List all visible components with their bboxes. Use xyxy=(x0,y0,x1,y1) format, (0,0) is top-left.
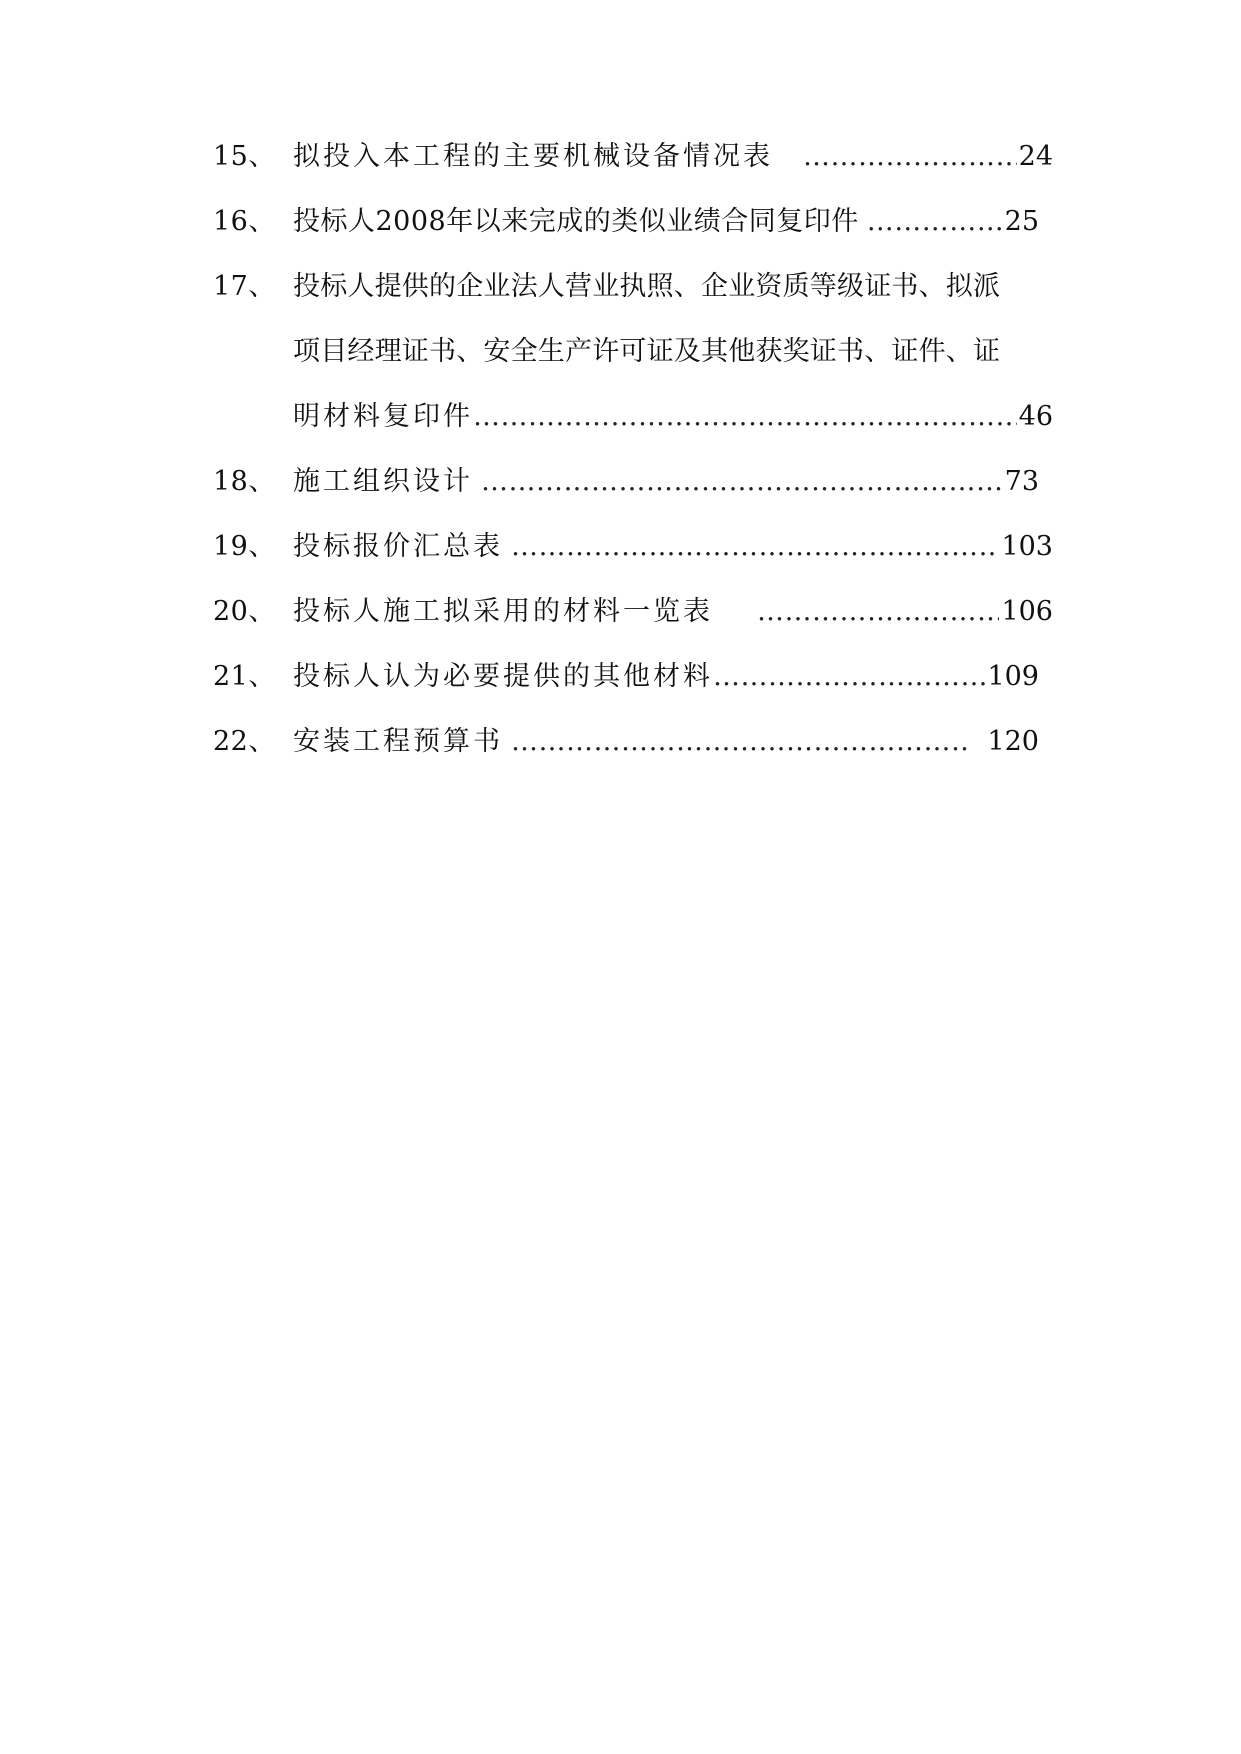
toc-entry-number: 17、 xyxy=(213,271,276,302)
toc-entry-16[interactable] xyxy=(213,189,1053,254)
toc-dot-leader xyxy=(473,384,1017,449)
toc-dot-leader xyxy=(867,189,1003,254)
toc-entry-number: 18、 xyxy=(213,466,276,497)
toc-entry-title-line-2: 项目经理证书、安全生产许可证及其他获奖证书、证件、证 xyxy=(293,336,1001,367)
toc-dot-leader xyxy=(511,709,971,774)
toc-entry-number: 21、 xyxy=(213,661,276,692)
toc-entry-title: 安装工程预算书 xyxy=(293,726,503,757)
toc-entry-title-line-1: 投标人提供的企业法人营业执照、企业资质等级证书、拟派 xyxy=(293,271,1001,302)
toc-entry-title-line-3: 明材料复印件 xyxy=(293,401,473,432)
toc-entry-17[interactable] xyxy=(213,254,1053,449)
toc-entry-title: 投标人2008年以来完成的类似业绩合同复印件 xyxy=(293,206,859,237)
toc-entry-page-number: 106 xyxy=(1001,596,1053,627)
toc-entry-19[interactable] xyxy=(213,514,1053,579)
toc-entry-number: 22、 xyxy=(213,726,276,757)
table-of-contents xyxy=(213,124,1053,774)
toc-entry-15[interactable] xyxy=(213,124,1053,189)
toc-entry-20[interactable] xyxy=(213,579,1053,644)
toc-entry-page-number: 24 xyxy=(1018,141,1053,172)
toc-entry-page-number: 25 xyxy=(1004,206,1039,237)
toc-dot-leader xyxy=(481,449,1003,514)
toc-entry-number: 16、 xyxy=(213,206,276,237)
toc-entry-page-number: 120 xyxy=(987,726,1039,757)
toc-dot-leader xyxy=(511,514,999,579)
toc-entry-22[interactable] xyxy=(213,709,1053,774)
toc-entry-title: 投标人认为必要提供的其他材料 xyxy=(293,661,713,692)
toc-entry-title: 拟投入本工程的主要机械设备情况表 xyxy=(293,141,773,172)
toc-dot-leader xyxy=(713,644,985,709)
toc-entry-number: 15、 xyxy=(213,141,276,172)
toc-entry-number: 19、 xyxy=(213,531,276,562)
toc-entry-page-number: 73 xyxy=(1004,466,1039,497)
toc-entry-number: 20、 xyxy=(213,596,276,627)
toc-entry-title: 投标人施工拟采用的材料一览表 xyxy=(293,596,713,627)
toc-entry-18[interactable] xyxy=(213,449,1053,514)
toc-dot-leader xyxy=(757,579,999,644)
toc-entry-page-number: 103 xyxy=(1001,531,1053,562)
toc-entry-page-number: 46 xyxy=(1018,401,1053,432)
toc-dot-leader xyxy=(803,124,1017,189)
toc-entry-page-number: 109 xyxy=(987,661,1039,692)
toc-entry-title: 投标报价汇总表 xyxy=(293,531,503,562)
toc-entry-title: 施工组织设计 xyxy=(293,466,473,497)
toc-entry-21[interactable] xyxy=(213,644,1053,709)
